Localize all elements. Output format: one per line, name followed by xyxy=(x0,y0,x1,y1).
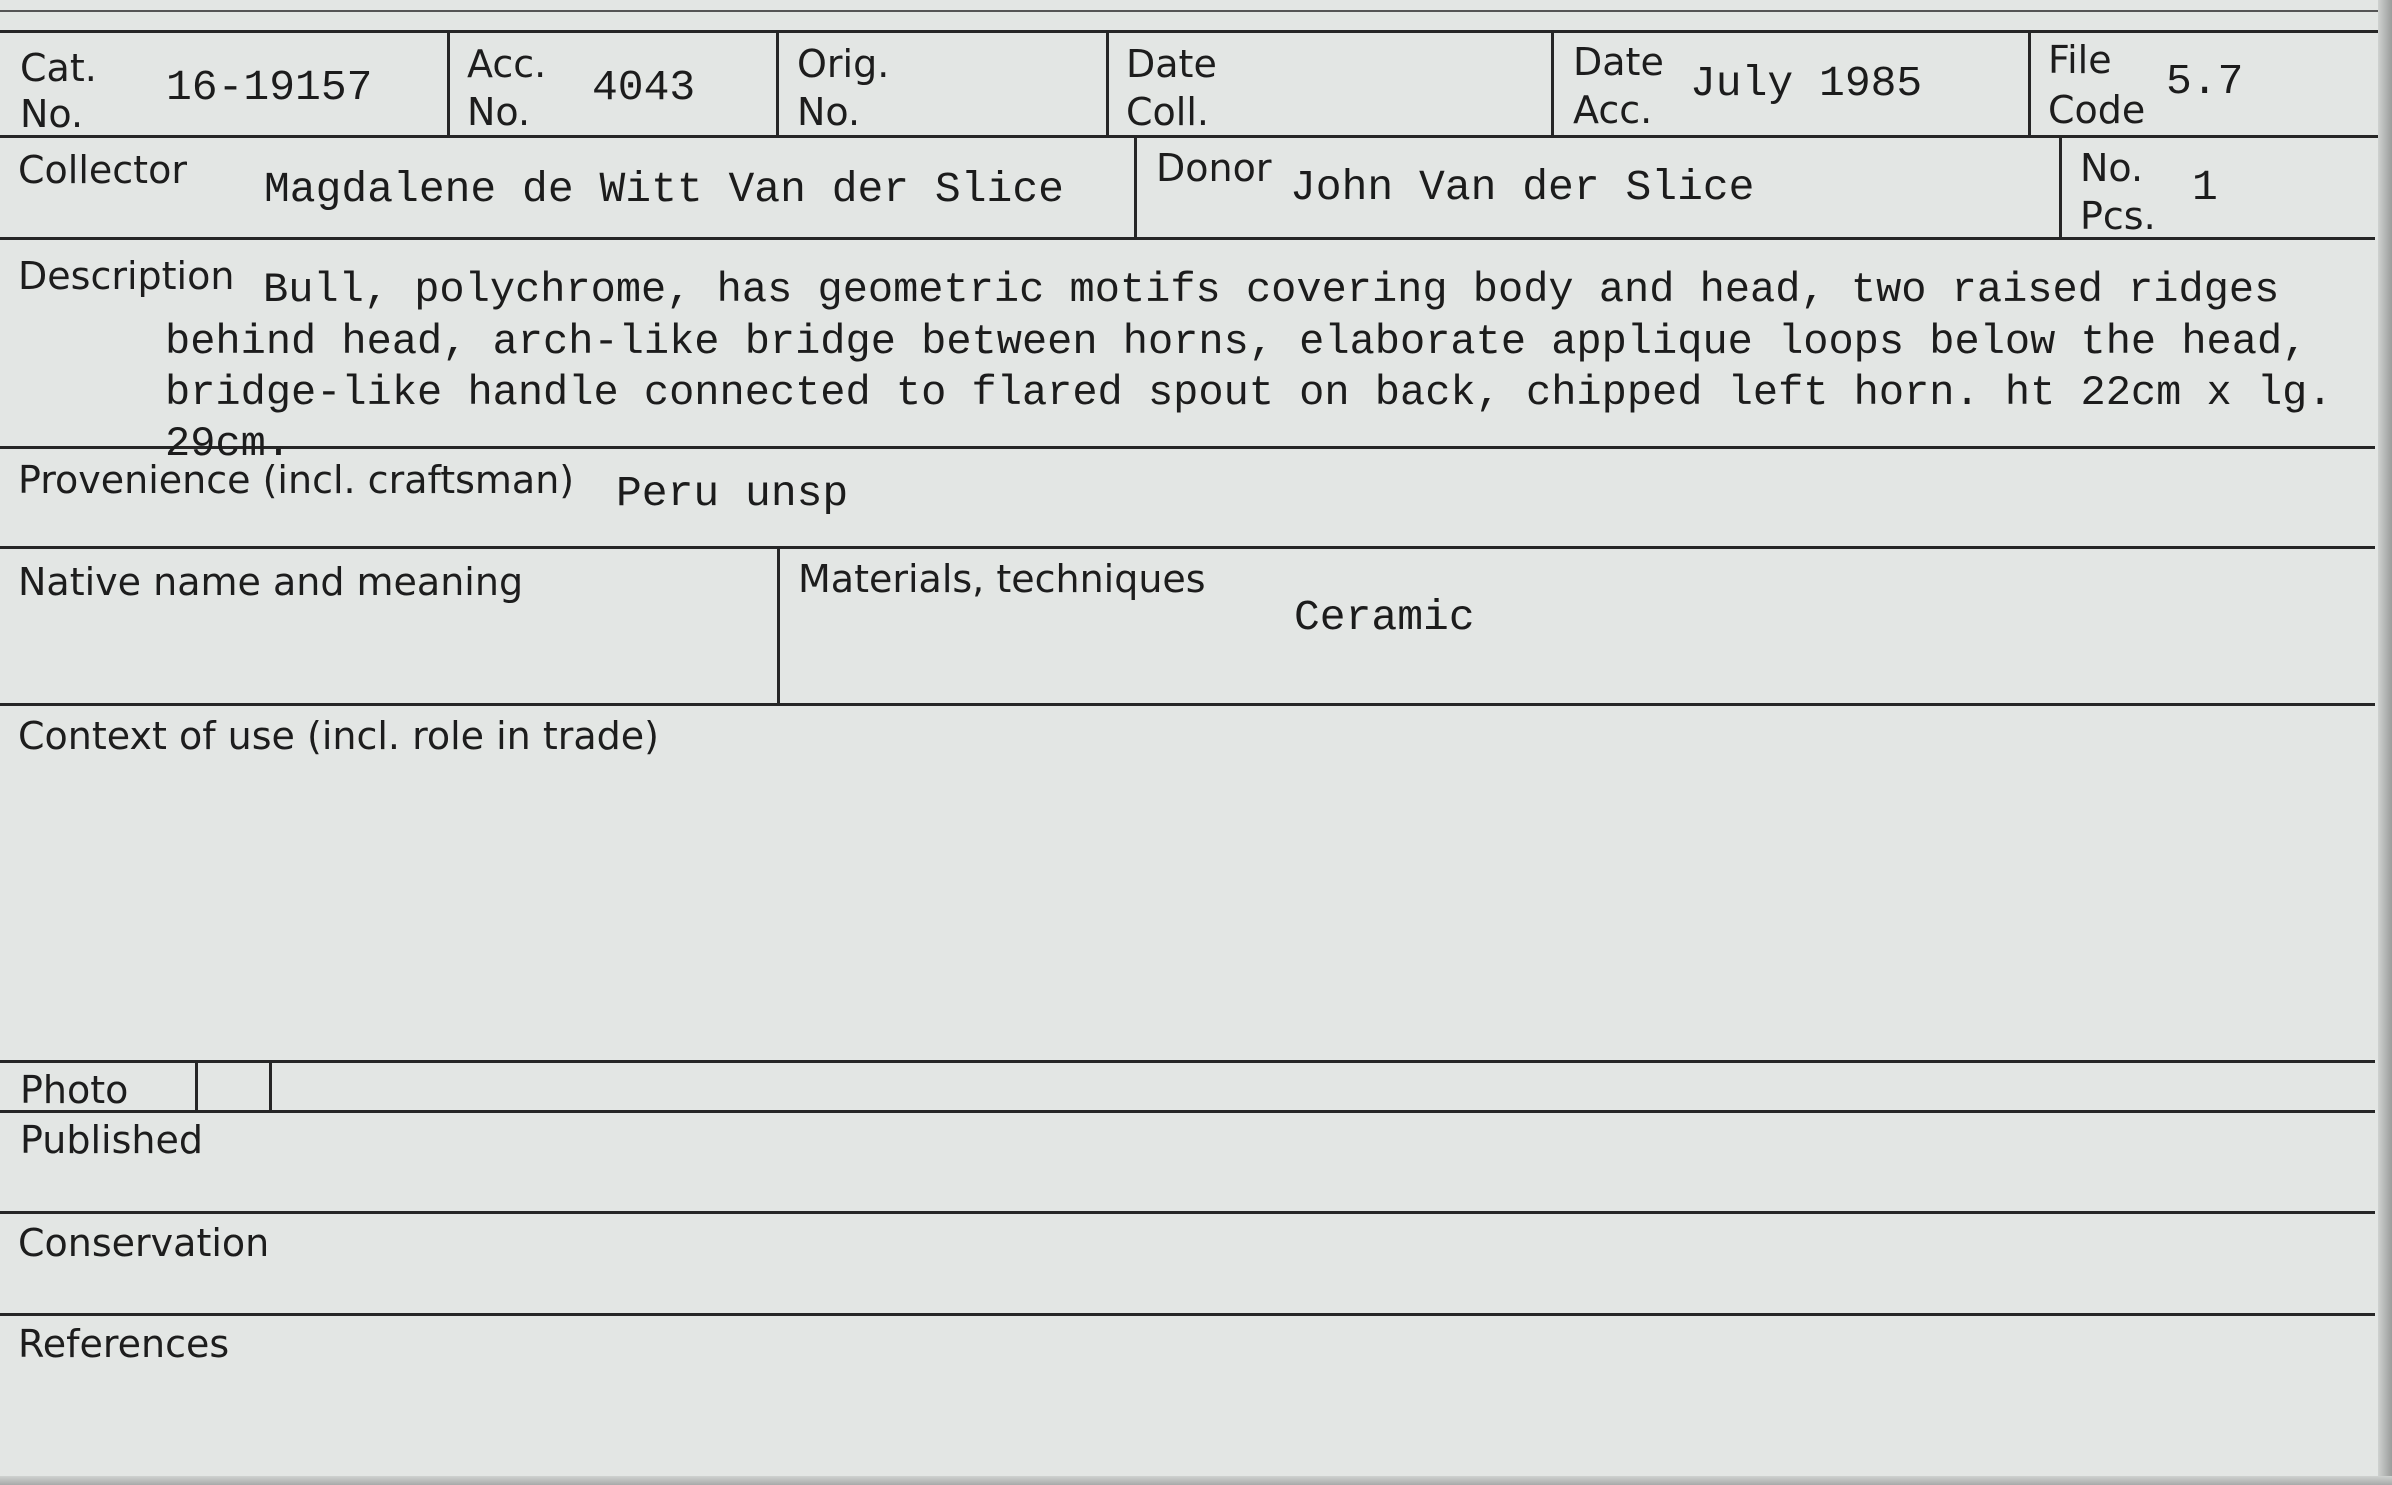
acc-no-label-1: Acc. xyxy=(467,42,547,86)
description-line-1: Bull, polychrome, has geometric motifs covering body and head, two raised ridges xyxy=(263,266,2280,314)
donor-value: John Van der Slice xyxy=(1290,163,1755,212)
context-label: Context of use (incl. role in trade) xyxy=(18,714,659,758)
published-bottom-line xyxy=(0,1211,2375,1214)
cat-no-label-1: Cat. xyxy=(20,46,97,90)
orig-no-label-2: No. xyxy=(797,90,861,134)
description-line-3: bridge-like handle connected to flared spout on back, chipped left horn. ht 22cm x lg. xyxy=(165,369,2333,417)
native-name-label: Native name and meaning xyxy=(18,560,524,604)
file-code-label-1: File xyxy=(2048,38,2112,82)
row2-bottom-line xyxy=(0,237,2375,240)
row2-divider-2 xyxy=(2059,135,2062,240)
file-code-value: 5.7 xyxy=(2166,57,2244,106)
native-materials-bottom-line xyxy=(0,703,2375,706)
row1-divider-1 xyxy=(447,30,450,138)
description-bottom-line xyxy=(0,446,2375,449)
references-label: References xyxy=(18,1322,230,1366)
acc-no-value: 4043 xyxy=(592,63,696,112)
acc-no-label-2: No. xyxy=(467,90,531,134)
date-acc-label-1: Date xyxy=(1573,40,1664,84)
collector-value: Magdalene de Witt Van der Slice xyxy=(264,165,1064,214)
row1-divider-3 xyxy=(1106,30,1109,138)
row1-divider-2 xyxy=(776,30,779,138)
row1-divider-5 xyxy=(2028,30,2031,138)
cat-no-label-2: No. xyxy=(20,92,84,136)
date-acc-label-2: Acc. xyxy=(1573,88,1653,132)
provenience-bottom-line xyxy=(0,546,2375,549)
photo-box-divider-1 xyxy=(195,1063,198,1111)
top-edge-line xyxy=(0,10,2392,12)
provenience-value: Peru unsp xyxy=(616,469,849,518)
materials-value: Ceramic xyxy=(1294,593,1475,642)
cat-no-value: 16-19157 xyxy=(166,63,373,112)
card-right-edge xyxy=(2378,0,2392,1485)
collector-label: Collector xyxy=(18,148,187,192)
pcs-label-2: Pcs. xyxy=(2080,194,2156,238)
photo-bottom-line xyxy=(0,1110,2375,1113)
conservation-bottom-line xyxy=(0,1313,2375,1316)
pcs-value: 1 xyxy=(2192,163,2218,212)
donor-label: Donor xyxy=(1156,146,1272,190)
date-acc-value: July 1985 xyxy=(1690,59,1923,108)
context-bottom-line xyxy=(0,1060,2375,1063)
row1-top-line xyxy=(0,30,2392,33)
published-label: Published xyxy=(20,1118,203,1162)
row2-divider-1 xyxy=(1134,135,1137,240)
provenience-label: Provenience (incl. craftsman) xyxy=(18,458,575,502)
description-label: Description xyxy=(18,254,235,298)
description-line-4: 29cm. xyxy=(165,420,292,468)
photo-box-divider-2 xyxy=(269,1063,272,1111)
card-bottom-edge xyxy=(0,1476,2392,1485)
orig-no-label-1: Orig. xyxy=(797,42,890,86)
photo-label: Photo xyxy=(20,1068,129,1112)
description-line-2: behind head, arch-like bridge between horns, elaborate applique loops below the head, xyxy=(165,318,2308,366)
conservation-label: Conservation xyxy=(18,1221,270,1265)
file-code-label-2: Code xyxy=(2048,88,2146,132)
materials-label: Materials, techniques xyxy=(798,557,1206,601)
date-coll-label-2: Coll. xyxy=(1126,90,1209,134)
pcs-label-1: No. xyxy=(2080,146,2144,190)
row1-divider-4 xyxy=(1551,30,1554,138)
date-coll-label-1: Date xyxy=(1126,42,1217,86)
native-materials-divider xyxy=(777,546,780,706)
